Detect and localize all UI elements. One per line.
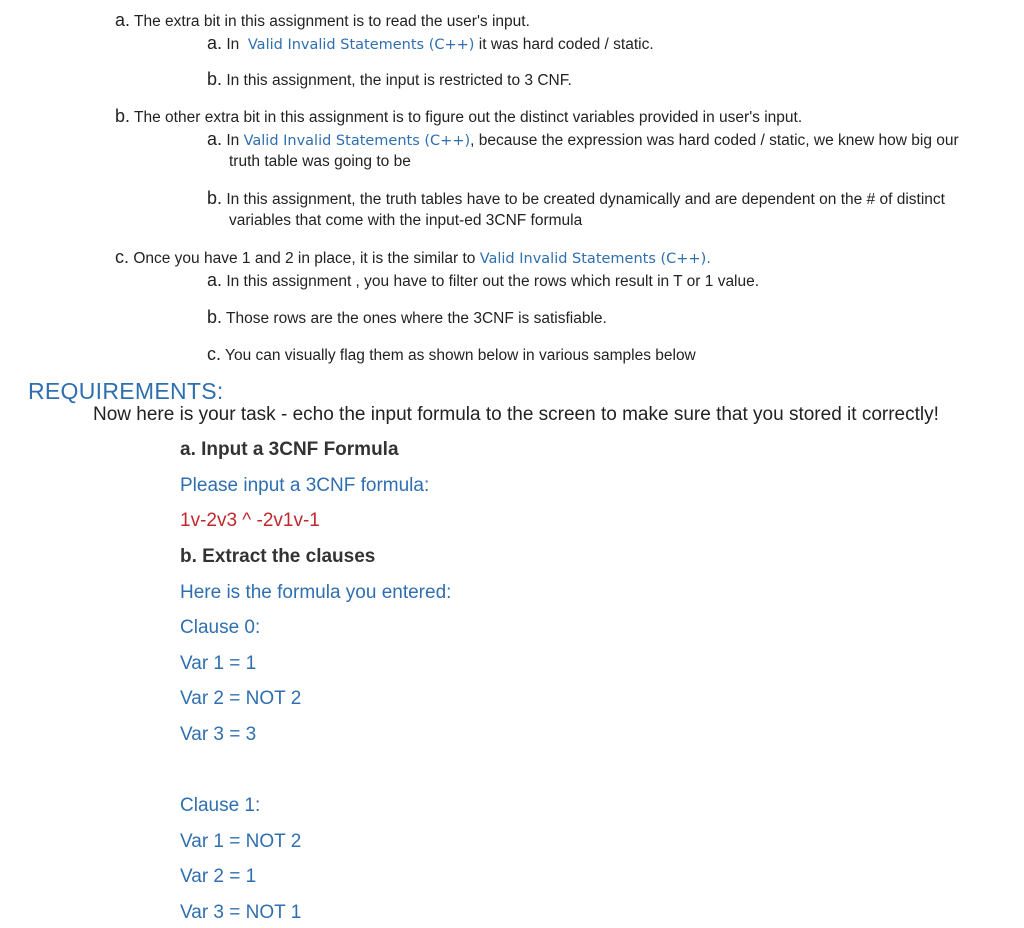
item-c — [115, 247, 711, 269]
item-c-sub-a — [207, 270, 759, 292]
item-text: Those rows are the ones where the 3CNF is satisfiable. — [226, 310, 607, 327]
clause-var: Var 3 = NOT 1 — [180, 902, 302, 923]
item-text: it was hard coded / static. — [478, 36, 654, 53]
clause-label: Clause 0: — [180, 617, 261, 638]
step-a-heading: a. Input a 3CNF Formula — [180, 439, 399, 460]
item-text: You can visually flag them as shown below in various samples below — [225, 347, 696, 364]
item-b-sub-a — [207, 129, 959, 151]
item-text: Once you have 1 and 2 in place, it is the similar to — [133, 250, 476, 267]
item-text: In this assignment, the truth tables have to be created dynamically and are dependent on the # of distinct — [226, 191, 945, 208]
item-marker: b. — [207, 69, 223, 89]
item-b-sub-a-line2: truth table was going to be — [229, 153, 411, 170]
valid-invalid-statements-link[interactable]: Valid Invalid Statements (C++) — [479, 251, 707, 267]
step-b-heading: b. Extract the clauses — [180, 546, 376, 567]
item-marker: a. — [207, 33, 223, 53]
item-b — [115, 106, 802, 128]
item-c-sub-c — [207, 344, 696, 366]
item-marker: a. — [207, 129, 223, 149]
valid-invalid-statements-link[interactable]: Valid Invalid Statements (C++) — [247, 37, 475, 53]
item-b-sub-b — [207, 188, 945, 210]
clause-var: Var 1 = NOT 2 — [180, 831, 302, 852]
clause-var: Var 2 = 1 — [180, 866, 257, 887]
clause-var: Var 1 = 1 — [180, 653, 257, 674]
item-marker: a. — [115, 10, 131, 30]
input-prompt: Please input a 3CNF formula: — [180, 475, 430, 496]
clause-var: Var 2 = NOT 2 — [180, 688, 302, 709]
item-c-sub-b — [207, 307, 607, 329]
clause-label: Clause 1: — [180, 795, 261, 816]
item-marker: b. — [207, 188, 223, 208]
item-text: In this assignment , you have to filter out the rows which result in T or 1 value. — [226, 273, 760, 290]
requirements-heading: REQUIREMENTS: — [28, 378, 224, 404]
item-a — [115, 10, 530, 32]
task-description: Now here is your task - echo the input formula to the screen to make sure that you stored it correctly! — [93, 404, 939, 425]
input-formula-value: 1v-2v3 ^ -2v1v-1 — [180, 510, 320, 531]
item-text: , because the expression was hard coded / static, we knew how big our — [470, 132, 959, 149]
item-marker: b. — [115, 106, 131, 126]
item-a-sub-b — [207, 69, 572, 91]
clause-var: Var 3 = 3 — [180, 724, 257, 745]
item-text: The extra bit in this assignment is to read the user's input. — [134, 13, 530, 30]
item-text: In this assignment, the input is restricted to 3 CNF. — [226, 72, 572, 89]
item-text: The other extra bit in this assignment is to figure out the distinct variables provided in user's input. — [134, 109, 803, 126]
item-marker: c. — [115, 247, 130, 267]
item-text: . — [706, 251, 711, 267]
item-marker: b. — [207, 307, 223, 327]
entered-formula-label: Here is the formula you entered: — [180, 582, 452, 603]
item-text: In — [226, 36, 240, 53]
item-a-sub-a — [207, 33, 654, 55]
item-text: In — [226, 132, 240, 149]
item-b-sub-b-line2: variables that come with the input-ed 3CNF formula — [229, 212, 583, 229]
valid-invalid-statements-link[interactable]: Valid Invalid Statements (C++) — [243, 133, 471, 149]
item-marker: c. — [207, 344, 222, 364]
item-marker: a. — [207, 270, 223, 290]
